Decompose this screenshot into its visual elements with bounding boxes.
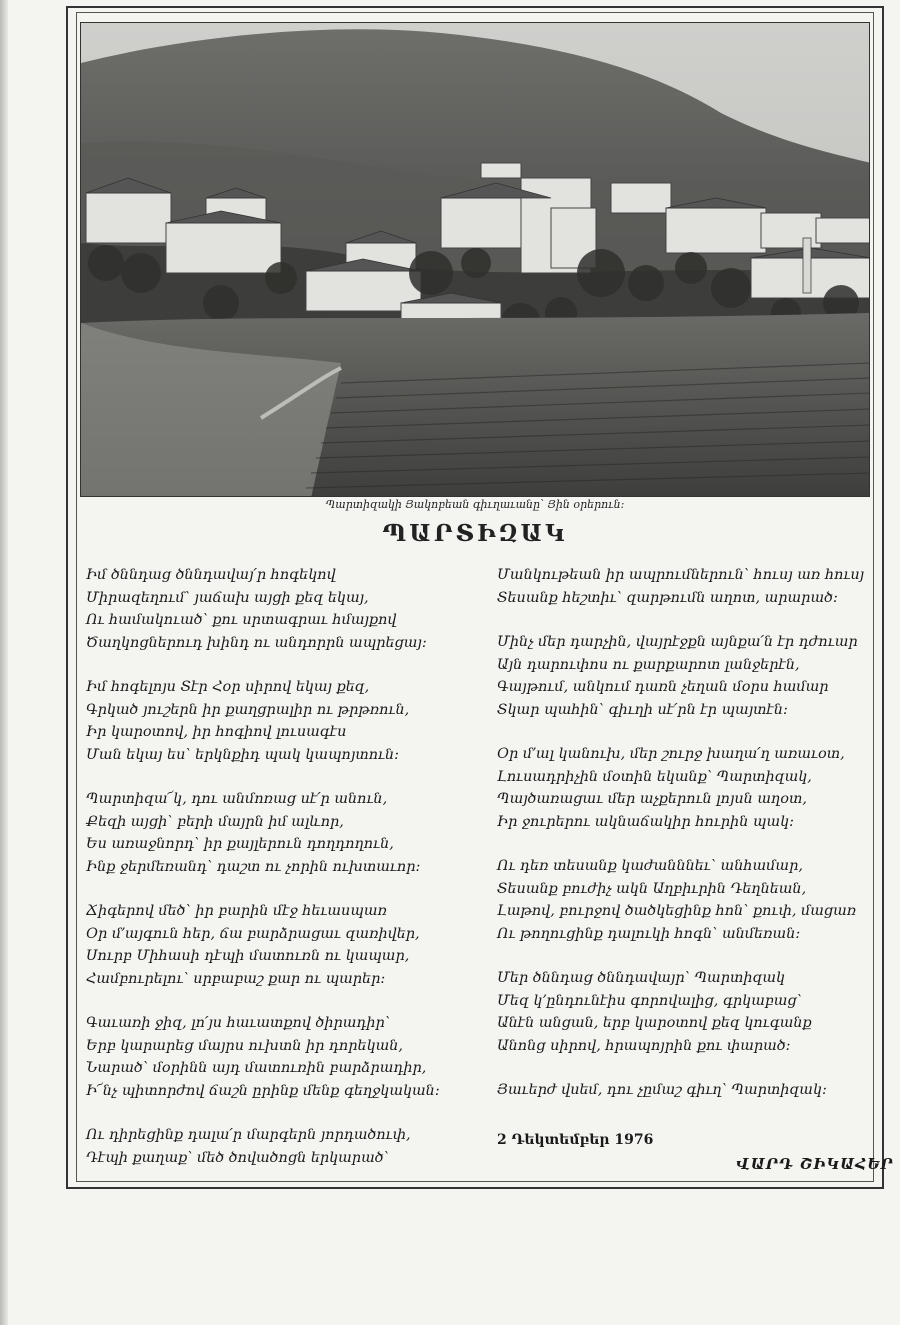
poem-line: Միրազեղում՝ յաճախ այցի քեզ եկայ, <box>86 589 369 606</box>
poem-line: Ու համակուած՝ քու սրտագրաւ հմայքով <box>86 612 397 628</box>
poem-date: 2 Դեկտեմբեր 1976 <box>497 1132 654 1148</box>
poem-line: Օր մ՚այգուն հեր, ճա բարձրացաւ զառիվեր, <box>86 925 420 942</box>
poem-line: Ու դիրեցինք դալա՛ր մարգերն յորդածուփ, <box>86 1127 411 1143</box>
poem-line: Երբ կարարեց մայրս ուխտն իր դորեկան, <box>86 1037 403 1054</box>
poem-line: Մեր ծննդաց ծննդավայր՝ Պարտիզակ <box>497 970 786 986</box>
poem-line: Ծաղկոցներուդ խինդ ու անդորրն ապրեցայ: <box>86 634 427 651</box>
poem-line: Տկար պահին՝ գիւղի սէ՛րն էր պայտէն: <box>497 701 788 718</box>
poem-column-right <box>497 564 877 1124</box>
stanza <box>497 743 877 833</box>
page-scan-edge <box>0 0 8 1325</box>
stanza <box>86 788 486 878</box>
poem-author: ՎԱՐԴ ՇԻԿԱՀԵՐ <box>736 1155 894 1173</box>
poem-line: Ման եկայ ես՝ երկնքիդ պակ կապոյտուն: <box>86 746 399 763</box>
village-photograph <box>80 22 870 497</box>
poem-line: Իմ հոգելոյս Տէր Հօր սիրով եկայ քեզ, <box>86 679 370 695</box>
poem-line: Իմ ծննդաց ծննդավայ՛ր հոգեկով <box>86 567 336 583</box>
poem-line: Օր մ՚ալ կանուխ, մեր շուրջ խաղա՛ղ առաւօտ, <box>497 746 845 762</box>
stanza <box>86 1124 486 1169</box>
poem-line: Գաւառի ջիզ, լո՛յս հաւատքով ծիրադիր՝ <box>86 1015 391 1031</box>
poem-line: Նարած՝ մօրինն այդ մատուռին բարձրադիր, <box>86 1060 427 1076</box>
poem-line: Լուսադրիչին մօտին եկանք՝ Պարտիզակ, <box>497 768 812 785</box>
poem-line: Տեսանք բուժիչ ակն Աղբիւրին Դեղնեան, <box>497 880 807 897</box>
stanza <box>497 631 877 721</box>
stanza <box>86 676 486 766</box>
stanza <box>86 564 486 654</box>
poem-line: Մանկութեան իր ապրումներուն՝ հուսյ առ հուսյ <box>497 567 865 583</box>
poem-line: Գայթում, անկում դառն չեղան մօրս համար <box>497 679 829 695</box>
poem-title: ՊԱՐՏԻԶԱԿ <box>382 520 568 547</box>
poem-line: Անէն անցան, երբ կարօտով քեզ կուգանք <box>497 1015 812 1031</box>
poem-line: Իր կարօտով, իր հոգիով լուսագէս <box>86 724 347 740</box>
stanza <box>497 855 877 945</box>
stanza <box>497 1079 877 1102</box>
poem-line: Տեսանք հեշտիւ՝ զարթումն աղոտ, արարած: <box>497 589 838 606</box>
poem-line: Մեզ կ՚ընդունէիս գորովալից, գրկաբաց՝ <box>497 992 802 1009</box>
poem-line: Ինք ջերմեռանդ՝ դաշտ ու չորին ուխտաւոր: <box>86 858 421 875</box>
poem-line: Ու թողուցինք դալուկի հոգն՝ անմեռան: <box>497 925 801 942</box>
poem-line: Մինչ մեր դարչին, վայրէջքն այնքա՛ն էր դժուար <box>497 634 858 650</box>
poem-line: Ճիգերով մեծ՝ իր բարին մէջ հեւասպառ <box>86 903 387 919</box>
poem-line: Դէպի քաղաք՝ մեծ ծովածոցն երկարած՝ <box>86 1149 389 1166</box>
stanza <box>497 564 877 609</box>
poem-line: Իր ջուրերու ակնաճակիր հուրին պակ: <box>497 813 794 830</box>
stanza <box>497 967 877 1057</box>
poem-line: Քեզի այցի՝ բերի մայրն իմ ալևոր, <box>86 813 344 830</box>
poem-line: Համբուրելու՝ սրբաբաշ քար ու պարեր: <box>86 970 386 987</box>
poem-line: Ես առաջնորդ՝ իր քայլերուն դողդողուն, <box>86 836 394 852</box>
poem-line: Պարտիզա՜կ, դու անմոռաց սէ՛ր անուն, <box>86 791 388 807</box>
poem-line: Այն դարուփոս ու քարքարոտ լանջերէն, <box>497 656 800 673</box>
poem-line: Ու դեռ տեսանք կաժանննեւ՝ անհամար, <box>497 858 803 874</box>
poem-line: Անոնց սիրով, հրապոյրին քու փարած: <box>497 1037 791 1054</box>
poem-column-left <box>86 564 486 1191</box>
stanza <box>86 1012 486 1102</box>
poem-line: Յաւերժ վսեմ, դու չըմաշ գիւղ՝ Պարտիզակ: <box>497 1082 827 1098</box>
stanza <box>86 900 486 990</box>
poem-line: Պայծառացաւ մեր աչքերուն լոյսն աղօտ, <box>497 791 807 807</box>
poem-line: Ի՜նչ պիտորժով ճաշն ըրինք մենք գեղջկական: <box>86 1082 440 1099</box>
poem-line: Գրկած յուշերն իր քաղցրալիր ու թրթռուն, <box>86 701 410 718</box>
photo-caption: Պարտիզակի Յակոբեան գիւղաւանը՝ Յին օրերուն: <box>325 498 625 511</box>
poem-line: Սուրբ Միհասի դէպի մատուռն ու կապար, <box>86 948 410 964</box>
poem-line: Լաթով, բուրջով ծածկեցինք հոն՝ քուփ, մացառ <box>497 903 857 919</box>
